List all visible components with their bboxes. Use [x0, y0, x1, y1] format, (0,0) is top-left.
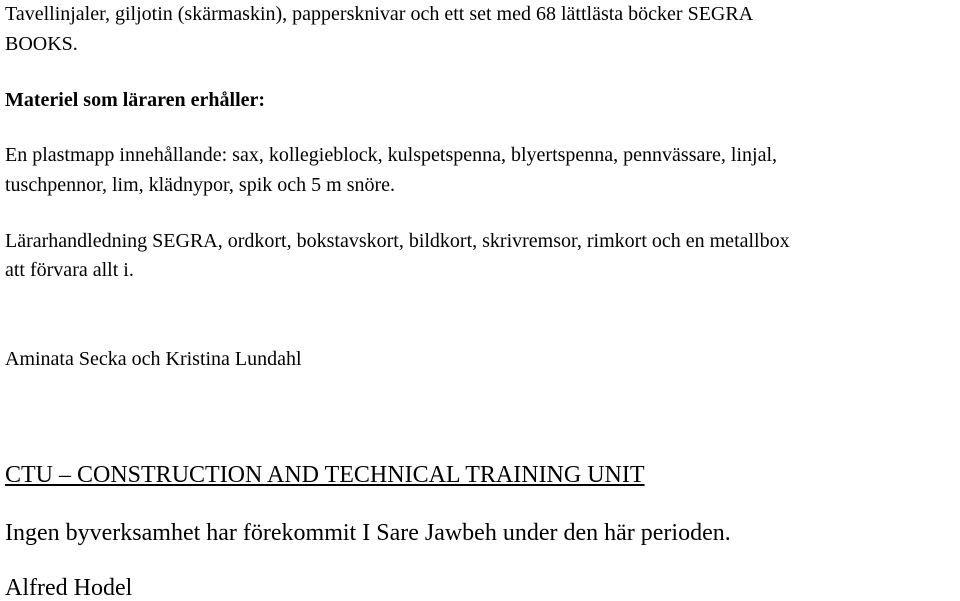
teacher-materials-paragraph-1-line-2: tuschpennor, lim, klädnypor, spik och 5 m snöre.	[5, 174, 396, 196]
teacher-materials-paragraph-2-line-1: Lärarhandledning SEGRA, ordkort, bokstavskort, bildkort, skrivremsor, rimkort och en metallbox	[5, 230, 790, 252]
intro-text-line-2: BOOKS.	[5, 33, 78, 55]
intro-text-line-1: Tavellinjaler, giljotin (skärmaskin), pappersknivar och ett set med 68 lättlästa böcker SEGRA	[5, 3, 754, 25]
ctu-section-text: Ingen byverksamhet har förekommit I Sare Jawbeh under den här perioden.	[5, 520, 731, 546]
teacher-materials-heading: Materiel som läraren erhåller:	[5, 89, 266, 111]
authors-line: Aminata Secka och Kristina Lundahl	[5, 348, 302, 370]
teacher-materials-paragraph-1-line-1: En plastmapp innehållande: sax, kollegieblock, kulspetspenna, blyertspenna, pennvässare, linjal,	[5, 144, 778, 166]
ctu-section-heading: CTU – CONSTRUCTION AND TECHNICAL TRAINING UNIT	[5, 462, 645, 488]
teacher-materials-paragraph-2-line-2: att förvara allt i.	[5, 259, 134, 281]
ctu-section-author: Alfred Hodel	[5, 575, 133, 601]
